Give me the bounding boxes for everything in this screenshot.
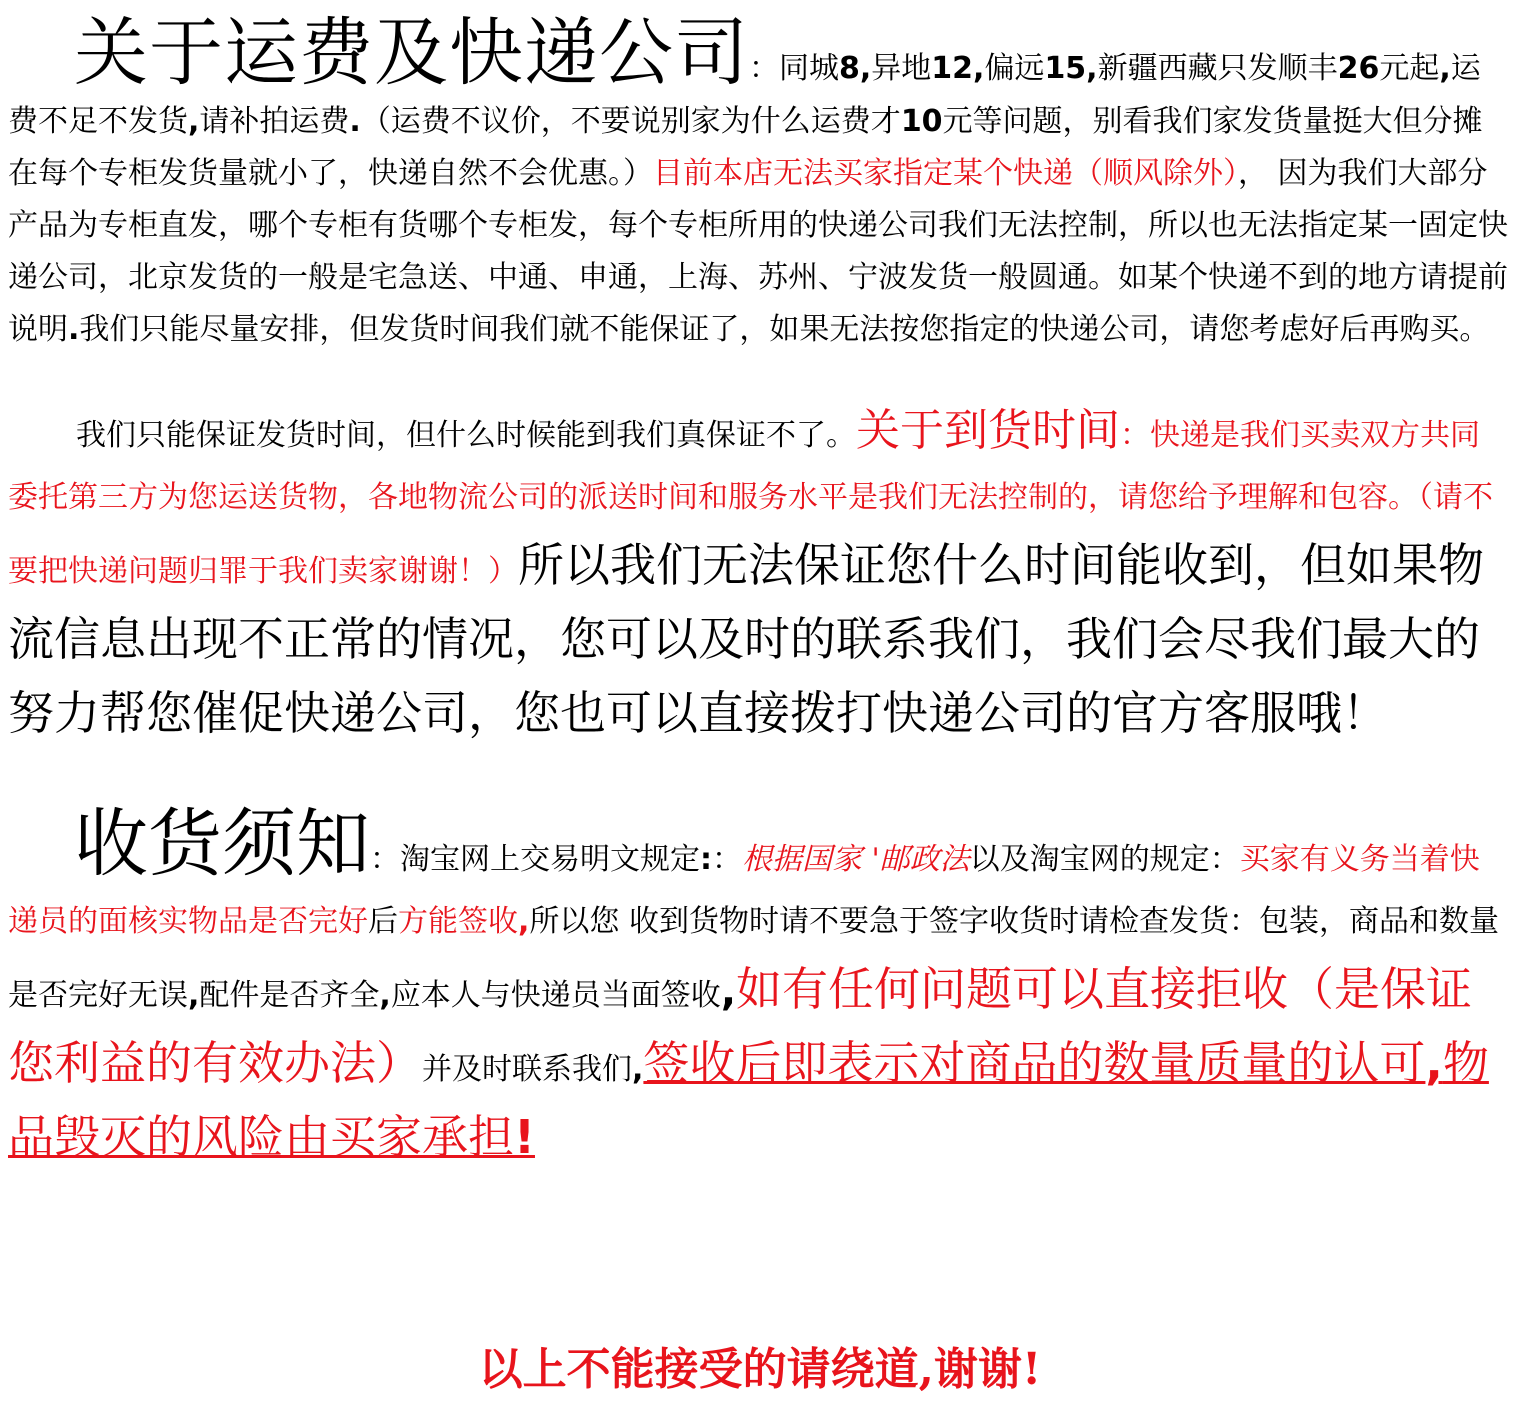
arrival-large-text: 所以我们无法保证您什么时间能收到，但如果物流信息出现不正常的情况，您可以及时的联系我们，我们会尽我们最大的努力帮您催促快递公司，您也可以直接拨打快递公司的官方客服哦！ (8, 538, 1484, 740)
shipping-text: 偏远 (984, 51, 1045, 86)
signature-acceptance-note: 签收后即表示对商品的数量质量的认可 (643, 1036, 1426, 1090)
receiving-text: ： (712, 842, 742, 877)
receiving-num: , (518, 904, 530, 939)
receiving-num: , (188, 978, 200, 1013)
risk-transfer-note: 物品毁灭的风险由买家承担 (8, 1036, 1489, 1164)
receiving-num: , (720, 969, 737, 1015)
shipping-text: 元起 (1379, 51, 1440, 86)
shipping-num: . (349, 104, 361, 139)
closing-note (0, 1340, 1520, 1400)
arrival-heading: 关于到货时间 (856, 405, 1120, 456)
postal-law-reference: 根据国家 '邮政法 (742, 842, 970, 877)
arrival-intro: 我们只能保证发货时间，但什么时候能到我们真保证不了。 (76, 418, 856, 453)
receiving-text: 所以您 收到货物时请不要急于签字收货时请检查发货：包装，商品和数量是否完好无误 (8, 904, 1499, 1013)
receiving-text: 后 (368, 904, 398, 939)
shipping-num: 12, (931, 51, 985, 86)
shipping-text: （运费不议价，不要说别家为什么运费才 (360, 104, 901, 139)
arrival-section (8, 400, 1508, 751)
shipping-text: 元等问题，别看我们家发货量挺大但分摊在每个专柜发货量就小了，快递自然不会优惠。） (8, 104, 1483, 191)
shipping-num: 8, (839, 51, 872, 86)
receiving-text: 淘宝网上交易明文规定 (400, 842, 700, 877)
receiving-num: , (632, 1052, 644, 1087)
arrival-paragraph (8, 400, 1508, 751)
refuse-delivery-note: 如有任何问题可以直接拒收（是保证您利益的有效办法） (8, 962, 1473, 1090)
shipping-text: 运费不足不发货 (8, 51, 1481, 139)
arrival-heading-colon: ： (1120, 418, 1150, 453)
shipping-text: 新疆西藏只发顺丰 (1097, 51, 1338, 86)
courier-restriction-note: 目前本店无法买家指定某个快递（顺风除外） (653, 156, 1238, 191)
receiving-num: : (700, 842, 712, 877)
signature-acceptance-num: , (1425, 1036, 1443, 1090)
shipping-text: 异地 (871, 51, 932, 86)
receiving-text: 并及时联系我们 (422, 1052, 632, 1087)
receiving-paragraph (8, 799, 1508, 1175)
closing-num: , (918, 1344, 934, 1395)
shipping-text: 请补拍运费 (199, 104, 350, 139)
shipping-num: . (68, 312, 80, 347)
receiving-heading: 收货须知 (74, 801, 370, 887)
shipping-num: 15, (1044, 51, 1098, 86)
receiving-section (8, 799, 1508, 1175)
shipping-num: 26 (1337, 51, 1380, 86)
receiving-heading-colon: ： (370, 842, 400, 877)
receiving-num: , (379, 978, 391, 1013)
buyer-obligation-note: 买家有义务当着快递员的面核实物品是否完好 (8, 842, 1480, 939)
closing-num: ! (1022, 1344, 1042, 1395)
shipping-paragraph (8, 10, 1508, 356)
receiving-text: 应本人与快递员当面签收 (390, 978, 721, 1013)
shipping-num: , (1439, 51, 1451, 86)
shipping-num: , (188, 104, 200, 139)
risk-transfer-num: ! (514, 1110, 535, 1164)
shipping-text: 我们只能尽量安排，但发货时间我们就不能保证了，如果无法按您指定的快递公司，请您考虑好后再购买。 (79, 312, 1490, 347)
arrival-red-text: 快递是我们买卖双方共同委托第三方为您运送货物，各地物流公司的派送时间和服务水平是我们无法控制的，请您给予理解和包容。（请不要把快递问题归罪于我们卖家谢谢！） (8, 418, 1493, 589)
sign-condition-note: 方能签收 (398, 904, 518, 939)
shipping-text: ， 因为我们大部分产品为专柜直发，哪个专柜有货哪个专柜发，每个专柜所用的快递公司我们无法控制，所以也无法指定某一固定快递公司，北京发货的一般是宅急送、中通、申通，上海、苏州、宁波发货一般圆通。如某个快递不到的地方请提前说明 (8, 156, 1508, 347)
shipping-heading: 关于运费及快递公司 (74, 10, 749, 96)
receiving-text: 配件是否齐全 (199, 978, 380, 1013)
shipping-text: 同城 (779, 51, 839, 86)
shipping-heading-colon: ： (749, 51, 779, 86)
shipping-section (8, 0, 1508, 356)
shipping-num: 10 (900, 104, 943, 139)
receiving-text: 以及淘宝网的规定： (969, 842, 1240, 877)
closing-text: 谢谢 (934, 1344, 1022, 1395)
closing-text: 以上不能接受的请绕道 (478, 1344, 919, 1395)
